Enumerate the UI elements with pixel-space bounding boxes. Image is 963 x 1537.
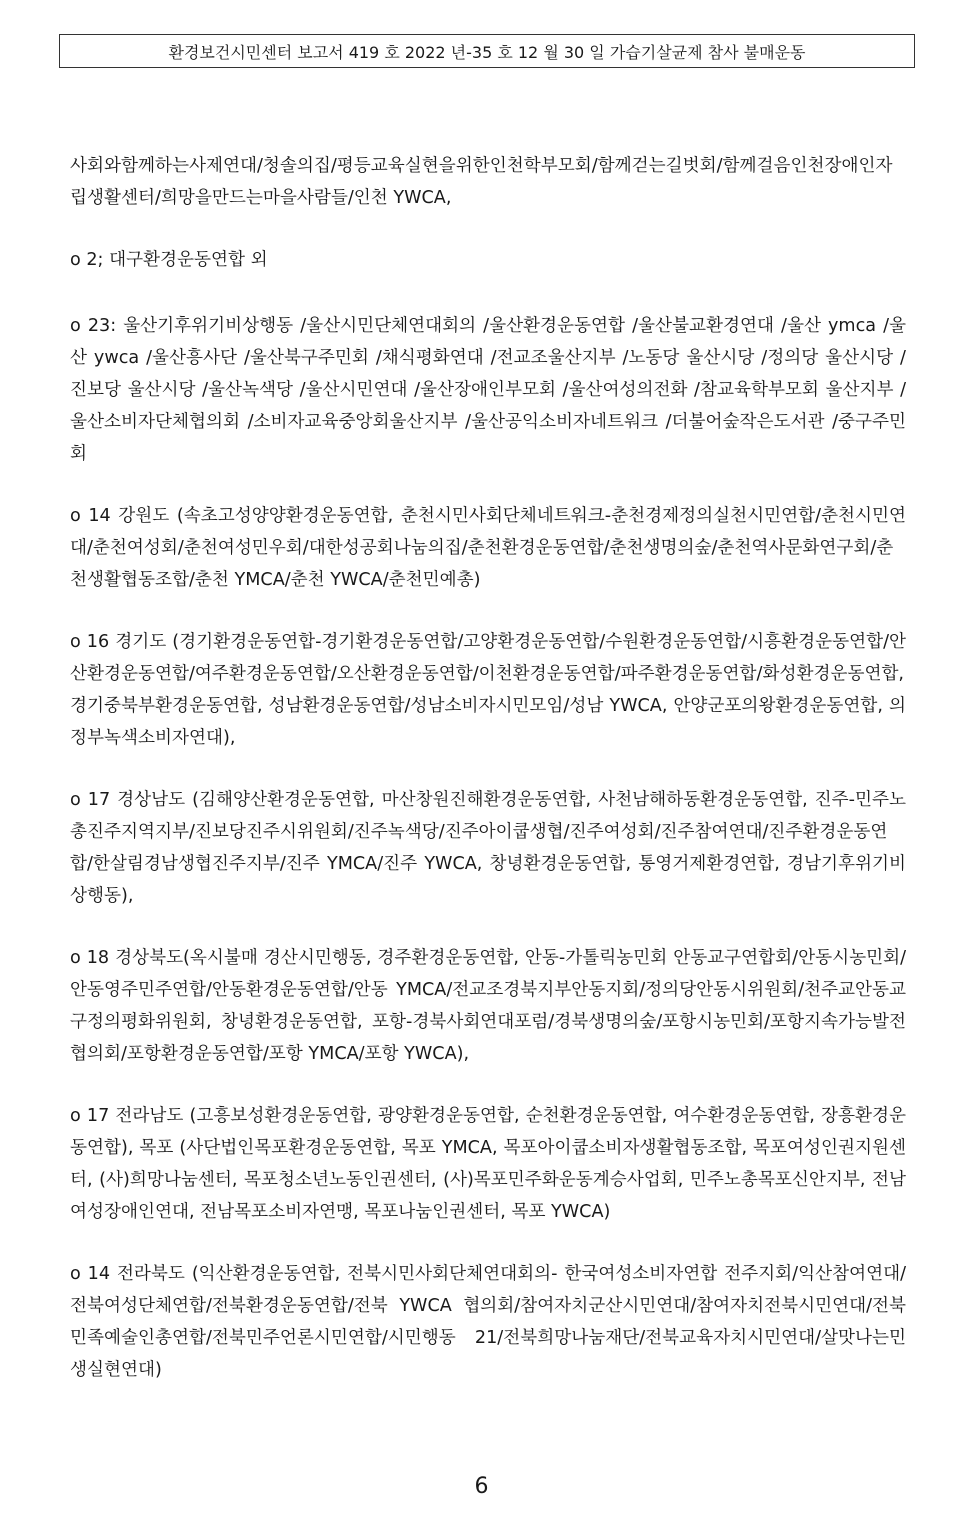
report-header-text: 환경보건시민센터 보고서 419 호 2022 년-35 호 12 월 30 일 가습기살균제 참사 불매운동 xyxy=(168,42,806,62)
paragraph-gangwon: o 14 강원도 (속초고성양양환경운동연합, 춘천시민사회단체네트워크-춘천경제정의실천시민연합/춘천시민연대/춘천여성회/춘천여성민우회/대한성공회나눔의집/춘천환경운동연합/춘천생명의숲/춘천역사문화연구회/춘천생활협동조합/춘천 YMCA/춘천 YWCA/춘천민예총) xyxy=(70,506,906,590)
paragraph-incheon-list: 사회와함께하는사제연대/청솔의집/평등교육실현을위한인천학부모회/함께걷는길벗회/함께걸음인천장애인자립생활센터/희망을만드는마을사람들/인천 YWCA, xyxy=(70,156,893,208)
paragraph-jeonbuk: o 14 전라북도 (익산환경운동연합, 전북시민사회단체연대회의- 한국여성소비자연합 전주지회/익산참여연대/전북여성단체연합/전북환경운동연합/전북 YWCA 협의회/참여자치군산시민연대/참여자치전북시민연대/전북민족예술인총연합/전북민주언론시민연합/시민행동 21/전북희망나눔재단/전북교육자치시민연대/살맛나는민생실현연대) xyxy=(70,1264,906,1380)
paragraph-jeonnam: o 17 전라남도 (고흥보성환경운동연합, 광양환경운동연합, 순천환경운동연합, 여수환경운동연합, 장흥환경운동연합), 목포 (사단법인목포환경운동연합, 목포 YMCA, 목포아이쿱소비자생활협동조합, 목포여성인권지원센터, (사)희망나눔센터, 목포청소년노동인권센터, (사)목포민주화운동계승사업회, 민주노총목포신안지부, 전남여성장애인연대, 전남목포소비자연맹, 목포나눔인권센터, 목포 YWCA) xyxy=(70,1106,906,1222)
paragraph-daegu: o 2; 대구환경운동연합 외 xyxy=(70,250,268,270)
paragraph-gyeongnam: o 17 경상남도 (김해양산환경운동연합, 마산창원진해환경운동연합, 사천남해하동환경운동연합, 진주-민주노총진주지역지부/진보당진주시위원회/진주녹색당/진주아이쿱생협/진주여성회/진주참여연대/진주환경운동연합/한살림경남생협진주지부/진주 YMCA/진주 YWCA, 창녕환경운동연합, 통영거제환경연합, 경남기후위기비상행동), xyxy=(70,790,906,906)
document-body xyxy=(70,150,906,1416)
paragraph-gyeongbuk: o 18 경상북도(옥시불매 경산시민행동, 경주환경운동연합, 안동-가톨릭농민회 안동교구연합회/안동시농민회/안동영주민주연합/안동환경운동연합/안동 YMCA/전교조경북지부안동지회/정의당안동시위원회/천주교안동교구정의평화위원회, 창녕환경운동연합, 포항-경북사회연대포럼/경북생명의숲/포항시농민회/포항지속가능발전협의회/포항환경운동연합/포항 YMCA/포항 YWCA), xyxy=(70,948,906,1064)
paragraph-ulsan: o 23: 울산기후위기비상행동 /울산시민단체연대회의 /울산환경운동연합 /울산불교환경연대 /울산 ymca /울산 ywca /울산흥사단 /울산북구주민회 /채식평화연대 /전교조울산지부 /노동당 울산시당 /정의당 울산시당 /진보당 울산시당 /울산녹색당 /울산시민연대 /울산장애인부모회 /울산여성의전화 /참교육학부모회 울산지부 /울산소비자단체협의회 /소비자교육중앙회울산지부 /울산공익소비자네트워크 /더불어숲작은도서관 /중구주민회 xyxy=(70,316,906,464)
page-number: 6 xyxy=(474,1474,489,1499)
report-header xyxy=(59,34,915,68)
paragraph-gyeonggi: o 16 경기도 (경기환경운동연합-경기환경운동연합/고양환경운동연합/수원환경운동연합/시흥환경운동연합/안산환경운동연합/여주환경운동연합/오산환경운동연합/이천환경운동연합/파주환경운동연합/화성환경운동연합, 경기중북부환경운동연합, 성남환경운동연합/성남소비자시민모임/성남 YWCA, 안양군포의왕환경운동연합, 의정부녹색소비자연대), xyxy=(70,632,906,748)
